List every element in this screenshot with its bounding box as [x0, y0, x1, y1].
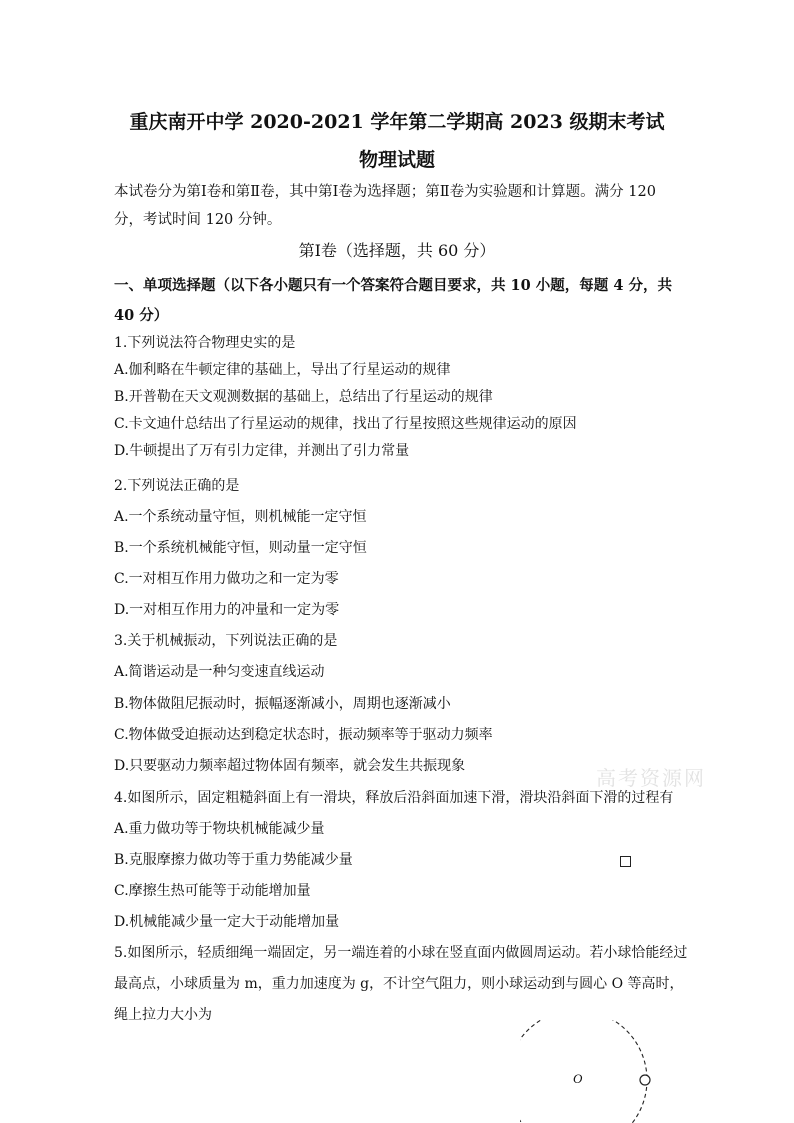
section-title: 第Ⅰ卷（选择题，共 60 分） — [298, 241, 496, 260]
q3-option-a: A.简谐运动是一种匀变速直线运动 — [114, 664, 325, 680]
q4-option-c: C.摩擦生热可能等于动能增加量 — [114, 883, 311, 899]
slider-block-figure — [620, 856, 631, 867]
q5-stem: 5.如图所示，轻质细绳一端固定，另一端连着的小球在竖直面内做圆周运动。若小球恰能经过最高点，小球质量为 m，重力加速度为 g，不计空气阻力，则小球运动到与圆心 O 等高时，绳上拉力大小为 — [114, 945, 688, 1023]
q1-option-b: B.开普勒在天文观测数据的基础上，总结出了行星运动的规律 — [114, 389, 493, 405]
part1-heading: 一、单项选择题（以下各小题只有一个答案符合题目要求，共 10 小题，每题 4 分，共 40 分） — [114, 277, 672, 324]
ball — [640, 1075, 650, 1085]
q4-option-d: D.机械能减少量一定大于动能增加量 — [114, 914, 340, 930]
q2-option-c: C.一对相互作用力做功之和一定为零 — [114, 571, 339, 587]
q2-option-a: A.一个系统动量守恒，则机械能一定守恒 — [114, 509, 367, 525]
exam-title: 重庆南开中学 2020-2021 学年第二学期高 2023 级期末考试 — [129, 111, 665, 133]
q3-option-d: D.只要驱动力频率超过物体固有频率，就会发生共振现象 — [114, 758, 466, 774]
circular-motion-figure — [520, 1020, 670, 1123]
center-label: O — [573, 1071, 583, 1086]
q1-option-c: C.卡文迪什总结出了行星运动的规律，找出了行星按照这些规律运动的原因 — [114, 416, 577, 432]
q3-option-b: B.物体做阻尼振动时，振幅逐渐减小，周期也逐渐减小 — [114, 696, 451, 712]
q2-stem: 2.下列说法正确的是 — [114, 478, 240, 494]
q3-stem: 3.关于机械振动，下列说法正确的是 — [114, 633, 338, 649]
q3-option-c: C.物体做受迫振动达到稳定状态时，振动频率等于驱动力频率 — [114, 727, 493, 743]
q2-option-d: D.一对相互作用力的冲量和一定为零 — [114, 602, 340, 618]
q1-option-a: A.伽利略在牛顿定律的基础上，导出了行星运动的规律 — [114, 362, 451, 378]
q1-option-d: D.牛顿提出了万有引力定律，并测出了引力常量 — [114, 443, 410, 459]
watermark: 高考资源网 — [596, 766, 706, 790]
exam-subtitle: 物理试题 — [358, 149, 435, 171]
intro-paragraph: 本试卷分为第Ⅰ卷和第Ⅱ卷，其中第Ⅰ卷为选择题；第Ⅱ卷为实验题和计算题。满分 120 分，考试时间 120 分钟。 — [114, 184, 656, 228]
circular-path — [520, 1020, 647, 1123]
q1-stem: 1.下列说法符合物理史实的是 — [114, 335, 296, 351]
q4-option-a: A.重力做功等于物块机械能减少量 — [114, 821, 325, 837]
q2-option-b: B.一个系统机械能守恒，则动量一定守恒 — [114, 540, 367, 556]
q4-option-b: B.克服摩擦力做功等于重力势能减少量 — [114, 852, 353, 868]
q4-stem: 4.如图所示，固定粗糙斜面上有一滑块，释放后沿斜面加速下滑，滑块沿斜面下滑的过程有 — [114, 790, 674, 806]
